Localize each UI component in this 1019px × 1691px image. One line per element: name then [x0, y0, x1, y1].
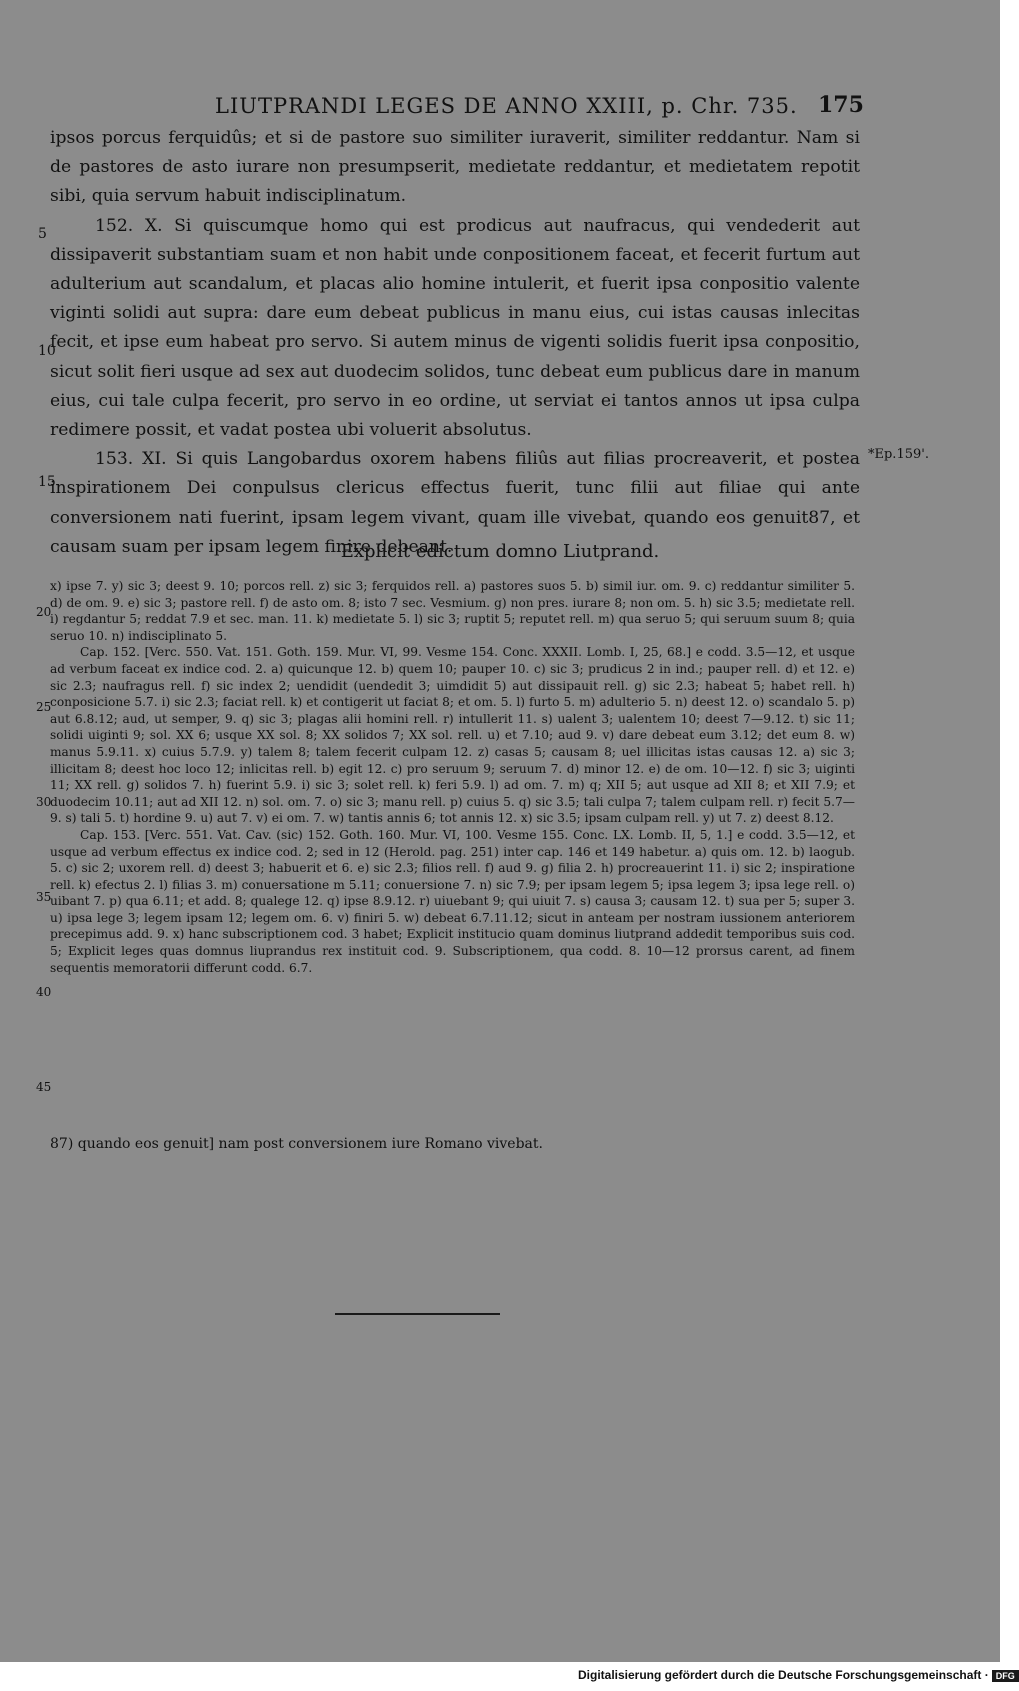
line-number: 40	[36, 985, 52, 999]
line-number: 30	[36, 795, 52, 809]
footnote-87: 87) quando eos genuit] nam post conversionem iure Romano vivebat.	[50, 1136, 543, 1152]
end-rule	[335, 1313, 500, 1315]
running-header	[0, 94, 1000, 126]
credit-text: Digitalisierung gefördert durch die Deutsche Forschungsgemeinschaft ·	[578, 1668, 989, 1682]
digitization-credit	[578, 1668, 1019, 1682]
law-153: 153. XI. Si quis Langobardus oxorem habens filiûs aut filias procreaverit, et postea inspirationem Dei conpulsus clericus effectus fuerit, tunc filii aut filiae qui ante conversionem nati fuerint, ipsam legem vivant, quam ille vivebat, quando eos genuit87, et causam suam per ipsam legem finire debeant.	[50, 449, 860, 557]
apparatus-cap-153: Cap. 153. [Verc. 551. Vat. Cav. (sic) 152. Goth. 160. Mur. VI, 100. Vesme 155. Conc. LX. Lomb. II, 5, 1.] e codd. 3.5—12, et usque ad verbum effectus ex indice cod. 2; sed in 12 (Herold. pag. 251) inter cap. 146 et 149 habetur. a) quis om. 12. b) laogub. 5. c) sic 2; uxorem rell. d) deest 3; habuerit et 6. e) sic 2.3; filios rell. f) aud 9. g) filia 2. h) procreauerint 11. i) sic 2; inspiratione rell. k) efectus 2. l) filias 3. m) conuersatione m 5.11; conuersione 7. n) sic 7.9; per ipsam legem 5; ipsa legem 3; ipsa lege rell. o) uibant 7. p) qua 6.11; et add. 8; qualege 12. q) ipse 8.9.12. r) uiuebant 9; qui uiuit 7. s) causa 3; causam 12. t) sua per 5; super 3. u) ipsa lege 3; legem ipsam 12; legem om. 6. v) finiri 5. w) debeat 6.7.11.12; sicut in anteam per nostram iussionem anteriorem precepimus add. 9. x) hanc subscriptionem cod. 3 habet; Explicit institucio quam dominus liutprand addedit temporibus suis cod. 5; Explicit leges quas domnus liuprandus rex instituit cod. 9. Subscriptionem, qua codd. 8. 10—12 prorsus carent, ad finem sequentis memoratorii differunt codd. 6.7.	[50, 827, 855, 975]
dfg-logo: DFG	[992, 1670, 1019, 1682]
explicit-line: Explicit edictum domno Liutprand.	[340, 541, 660, 562]
continued-paragraph: ipsos porcus ferquidûs; et si de pastore suo similiter iuraverit, similiter reddantur. Nam si de pastores de asto iurare non presumpserit, medietate reddantur, et medietatem repotit sibi, quia servum habuit indisciplinatum.	[50, 128, 860, 207]
margin-note: *Ep.159'.	[868, 447, 929, 462]
apparatus-cap-152: Cap. 152. [Verc. 550. Vat. 151. Goth. 159. Mur. VI, 99. Vesme 154. Conc. XXXII. Lomb. I, 25, 68.] e codd. 3.5—12, et usque ad verbum faceat ex indice cod. 2. a) quicunque 12. b) quem 10; pauper 10. c) sic 3; prudicus 2 in ind.; pauper rell. d) et 12. e) sic 2.3; naufragus rell. f) sic index 2; uendidit (uendedit 3; uimdidit 5) aut dissipauit rell. g) sic 2.3; habeat 5; habet rell. h) conposicione 5.7. i) sic 2.3; faciat rell. k) et contigerit ut faciat 8; et om. 5. l) furto 5. m) adulterio 5. n) deest 12. o) scandalo 5. p) aut 6.8.12; aud, ut semper, 9. q) sic 3; plagas alii homini rell. r) intullerit 11. s) ualent 3; ualentem 10; deest 7—9.12. t) sic 11; solidi uiginti 9; sol. XX 6; usque XX sol. 8; XX solidos 7; XX sol. rell. u) et 7.10; aud 9. v) dare debeat eum 3.12; det eum 8. w) manus 5.9.11. x) cuius 5.7.9. y) talem 8; talem fecerit culpam 12. z) casas 5; causam 8; uel illicitas istas causas 12. a) sic 3; illicitam 8; deest hoc loco 12; inlicitas rell. b) egit 12. c) pro seruum 9; seruum 7. d) minor 12. e) de om. 10—12. f) sic 3; uiginti 11; XX rell. g) solidos 7. h) fuerint 5.9. i) sic 3; solet rell. k) feri 5.9. l) ad om. 7. m) q; XII 5; aut usque ad XII 8; et XII 7.9; et duodecim 10.11; aut ad XII 12. n) sol. om. 7. o) sic 3; manu rell. p) cuius 5. q) sic 3.5; tali culpa 7; talem culpam rell. r) fecit 5.7—9. s) tali 5. t) hordine 9. u) aut 7. v) ei om. 7. w) tantis annis 6; tot annis 12. x) sic 3.5; ipsam culpam rell. y) ut 7. z) deest 8.12.	[50, 645, 855, 826]
line-number: 5	[38, 226, 47, 242]
page-number: 175	[818, 92, 864, 118]
body-text	[50, 124, 860, 562]
line-number: 45	[36, 1080, 52, 1094]
apparatus-note: x) ipse 7. y) sic 3; deest 9. 10; porcos rell. z) sic 3; ferquidos rell. a) pastores suos 5. b) simil iur. om. 9. c) reddantur similiter 5. d) de om. 9. e) sic 3; pastore rell. f) de asto om. 8; isto 7 sec. Vesmium. g) non pres. iurare 8; non om. 5. h) sic 3.5; medietate rell. i) regdantur 5; reddat 7.9 et sec. man. 11. k) medietate 5. l) sic 3; ruptit 5; reputet rell. m) qua seruo 5; qui seruum suum 8; quia seruo 10. n) indisciplinato 5.	[50, 579, 855, 643]
line-number: 25	[36, 700, 52, 714]
line-number: 35	[36, 890, 52, 904]
header-title: LIUTPRANDI LEGES DE ANNO XXIII, p. Chr. 735.	[215, 94, 798, 118]
law-152: 152. X. Si quiscumque homo qui est prodicus aut naufracus, qui vendederit aut dissipaverit substantiam suam et non habit unde conpositionem faceat, et fecerit furtum aut adulterium aut scandalum, et placas alio homine intulerit, et fuerit ipsa conpositio valente viginti solidi aut supra: dare eum debeat publicus in manu eius, cui istas causas inlecitas fecit, et ipse eum habeat pro servo. Si autem minus de vigenti solidis fuerit ipsa conpositio, sicut solit fieri usque ad sex aut duodecim solidos, tunc debeat eum publicus dare in manum eius, cui tale culpa fecerit, pro servo in eo ordine, ut serviat ei tantos annos ut ipsa culpa redimere possit, et vadat postea ubi voluerit absolutus.	[50, 215, 860, 441]
line-number: 15	[38, 474, 56, 490]
line-number: 10	[38, 343, 56, 359]
critical-apparatus	[50, 578, 855, 976]
line-number: 20	[36, 605, 52, 619]
